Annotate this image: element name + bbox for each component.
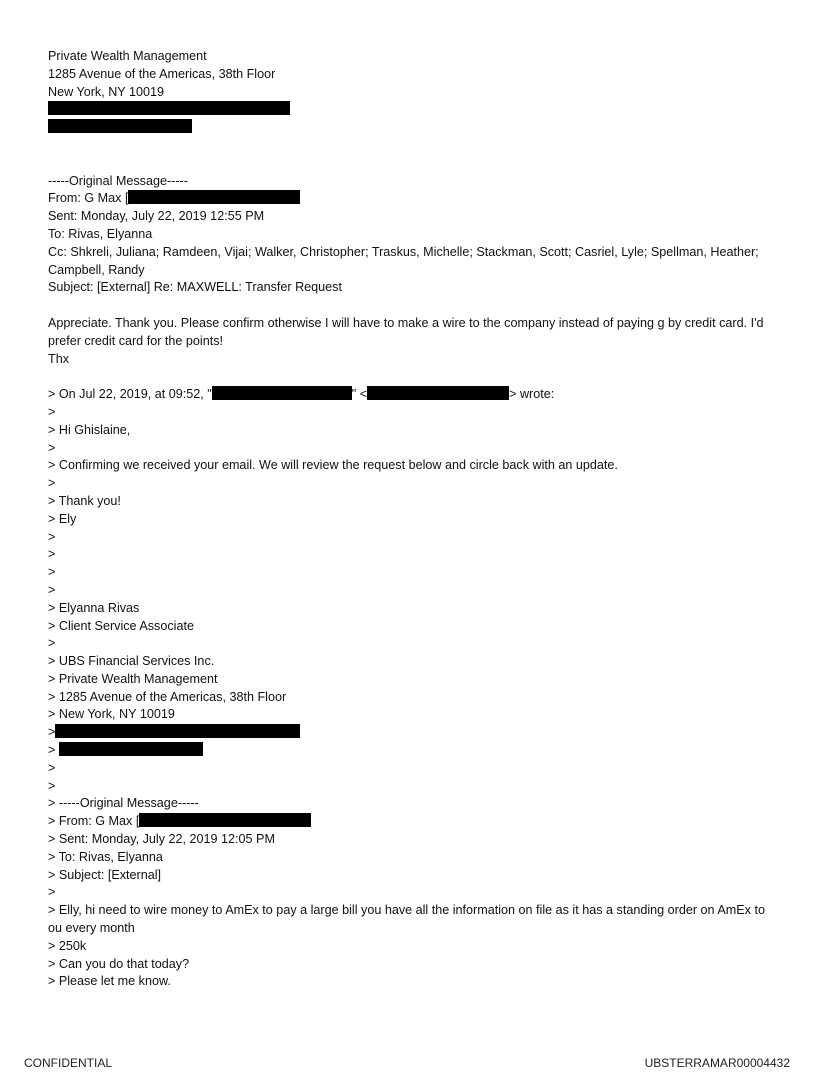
header-cc: Cc: Shkreli, Juliana; Ramdeen, Vijai; Walker, Christopher; Traskus, Michelle; Stackman, Scott; Casriel, Lyle; Spellman, Heather; Campbell, Randy (48, 244, 759, 277)
quoted-question: > Can you do that today? (48, 956, 190, 971)
quote-marker: > (48, 547, 56, 562)
redacted-phone-line (48, 101, 778, 119)
quote-marker: > (48, 760, 56, 775)
redaction-bar (55, 724, 300, 738)
quoted-address-1: > 1285 Avenue of the Americas, 38th Floor (48, 689, 287, 704)
redaction-bar (48, 119, 192, 133)
redaction-bar (212, 386, 352, 400)
quoted-header (48, 386, 778, 404)
quoted-name-full: > Elyanna Rivas (48, 600, 140, 615)
redaction-bar (128, 190, 300, 204)
quoted-from-text: > From: G Max [ (48, 814, 140, 829)
redaction-bar (367, 386, 509, 400)
quoted-from (48, 813, 778, 831)
quoted-confirm: > Confirming we received your email. We will review the request below and circle back with an update. (48, 458, 618, 473)
quoted-thanks: > Thank you! (48, 493, 121, 508)
quoted-header-suffix: > wrote: (509, 387, 555, 402)
redacted-email-line (48, 119, 778, 137)
header-subject: Subject: [External] Re: MAXWELL: Transfer Request (48, 280, 342, 295)
quote-marker: > (48, 476, 56, 491)
quote-marker: > (48, 440, 56, 455)
quoted-greeting: > Hi Ghislaine, (48, 422, 131, 437)
quoted-redacted-email (48, 742, 778, 760)
redaction-bar (59, 742, 203, 756)
quoted-title: > Client Service Associate (48, 618, 194, 633)
quote-marker: > (48, 565, 56, 580)
original-message-separator: -----Original Message----- (48, 173, 188, 188)
quoted-header-prefix: > On Jul 22, 2019, at 09:52, " (48, 387, 212, 402)
quoted-header-mid: " < (351, 387, 368, 402)
quote-marker: > (48, 778, 56, 793)
header-to: To: Rivas, Elyanna (48, 226, 153, 241)
signature-address-2: New York, NY 10019 (48, 84, 164, 99)
quoted-sent: > Sent: Monday, July 22, 2019 12:05 PM (48, 832, 275, 847)
email-document (48, 48, 778, 991)
body-closing: Thx (48, 351, 69, 366)
quoted-subject: > Subject: [External] (48, 867, 162, 882)
quoted-redacted-phone (48, 724, 778, 742)
quoted-company: > UBS Financial Services Inc. (48, 654, 215, 669)
quoted-request: > Elly, hi need to wire money to AmEx to pay a large bill you have all the information on file as it has a standing order on AmEx to ou every month (48, 903, 765, 936)
quoted-to: > To: Rivas, Elyanna (48, 849, 163, 864)
quote-marker: > (48, 582, 56, 597)
quoted-amount: > 250k (48, 938, 87, 953)
quote-marker: > (48, 636, 56, 651)
quoted-name-short: > Ely (48, 511, 77, 526)
quote-marker-inline: > (48, 743, 56, 758)
from-text: From: G Max [ (48, 191, 129, 206)
header-from (48, 190, 778, 208)
quote-marker-inline: > (48, 725, 56, 740)
signature-org: Private Wealth Management (48, 49, 207, 63)
signature-address-1: 1285 Avenue of the Americas, 38th Floor (48, 66, 276, 81)
header-sent: Sent: Monday, July 22, 2019 12:55 PM (48, 209, 265, 224)
quote-marker: > (48, 404, 56, 419)
quote-marker: > (48, 885, 56, 900)
body-paragraph: Appreciate. Thank you. Please confirm otherwise I will have to make a wire to the company instead of paying g by credit card. I'd prefer credit card for the points! (48, 315, 764, 348)
quoted-sign-off: > Please let me know. (48, 974, 171, 989)
footer-bates-number: UBSTERRAMAR00004432 (644, 1056, 790, 1070)
redaction-bar (48, 101, 290, 115)
quoted-org: > Private Wealth Management (48, 671, 218, 686)
quoted-separator: > -----Original Message----- (48, 796, 199, 811)
footer-confidential: CONFIDENTIAL (24, 1056, 113, 1070)
quote-marker: > (48, 529, 56, 544)
quoted-address-2: > New York, NY 10019 (48, 707, 175, 722)
redaction-bar (139, 813, 311, 827)
